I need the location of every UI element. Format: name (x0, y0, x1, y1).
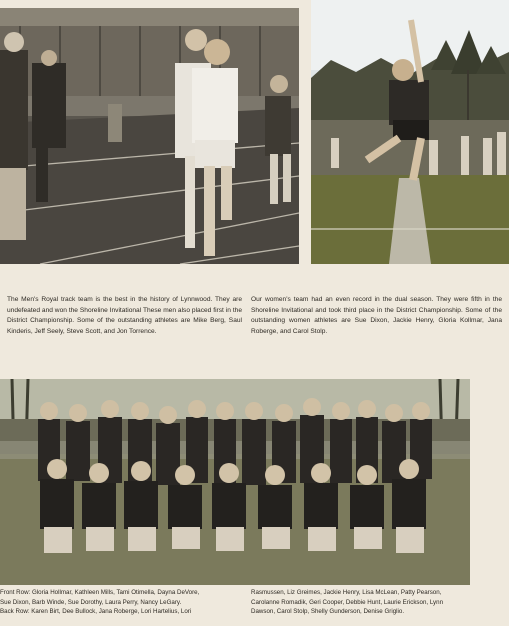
roster-right-column (251, 588, 505, 617)
roster-line: Front Row: Gloria Hollmar, Kathleen Mills, Tami Otimella, Dayna DeVore, (0, 589, 200, 596)
photo-mens-track-race (0, 8, 299, 264)
caption-womens-team: Our women's team had an even record in the dual season. They were fifth in the Shoreline Invitational and took third place in the District Championship. Some of the outstanding women athletes are Sue Dixon, Jackie Henry, Gloria Kollmar, Jana Roberge, and Carol Stolp. (251, 296, 502, 335)
roster-line: Back Row: Karen Birt, Dee Bullock, Jana Roberge, Lori Hartelius, Lori (0, 608, 192, 616)
roster-left-column (0, 588, 246, 617)
roster-line: Dawson, Carol Stolp, Shelly Gunderson, Denise Griglio. (251, 608, 405, 616)
photo-long-jump (311, 0, 509, 264)
roster-line: Sue Dixon, Barb Winde, Sue Dorothy, Laura Perry, Nancy LeGary. (0, 598, 182, 606)
roster-line: Rasmussen, Liz Greimes, Jackie Henry, Lisa McLean, Patty Pearson, (251, 589, 442, 596)
roster-line: Carolanne Romadik, Geri Cooper, Debbie Hunt, Laurie Erickson, Lynn (251, 598, 444, 606)
caption-mens-team: The Men's Royal track team is the best in the history of Lynnwood. They are undefeated and won the Shoreline Invitational These men also placed first in the District Championship. Some of the outstanding athletes are Mike Berg, Saul Kinderis, Jeff Seely, Steve Scott, and Jon Torrence. (7, 296, 242, 335)
photo-womens-team-group (0, 379, 470, 585)
